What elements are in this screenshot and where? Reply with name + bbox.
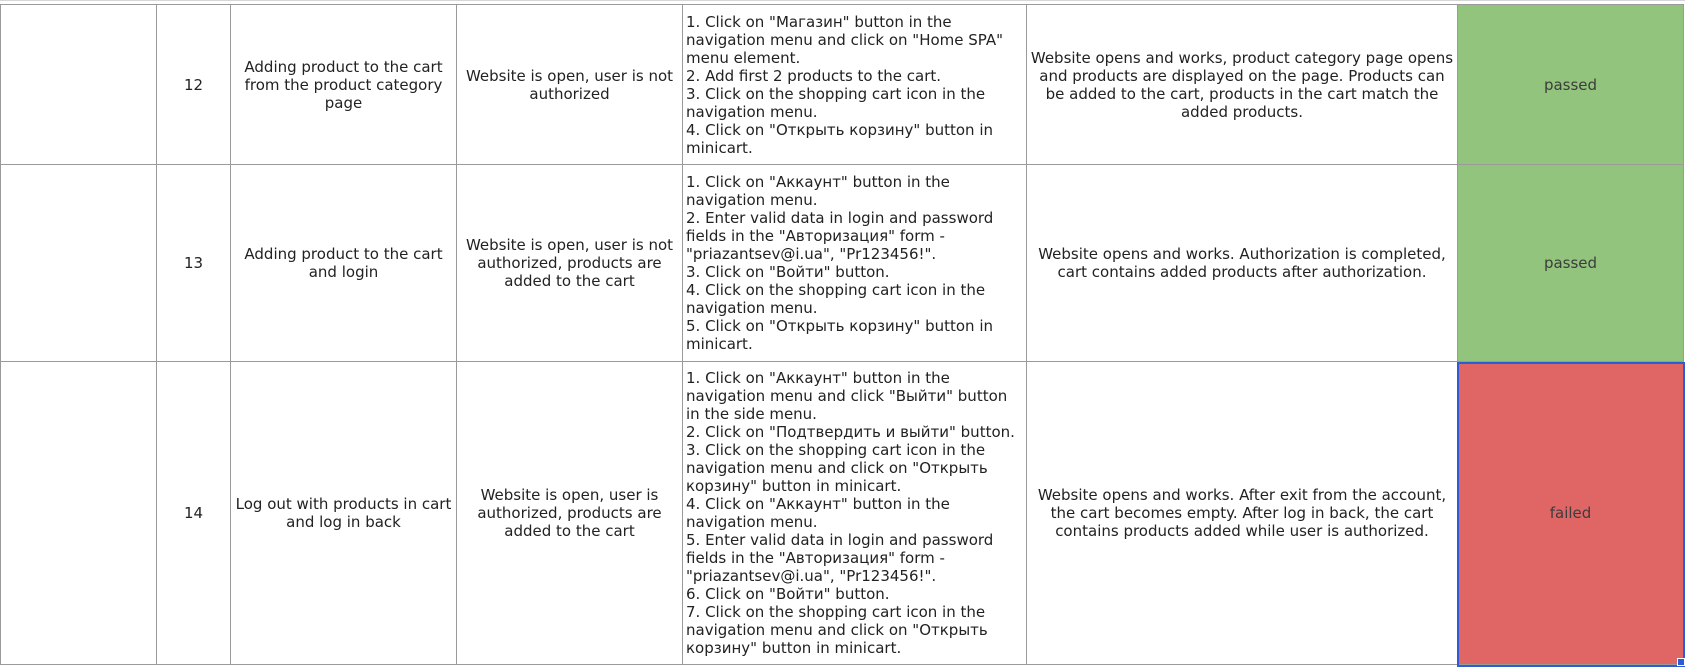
empty-cell[interactable] (1, 362, 157, 665)
status-cell[interactable]: passed (1458, 165, 1684, 362)
test-case-table (0, 4, 1684, 665)
step-line: 1. Click on "Аккаунт" button in the navigation menu and click "Выйти" button in the side menu. (686, 369, 1008, 423)
expected-result-cell[interactable]: Website opens and works, product category page opens and products are displayed on the page. Products can be added to the cart, products in the cart match the added products. (1027, 5, 1458, 165)
step-line: 1. Click on "Аккаунт" button in the navigation menu. (686, 173, 950, 209)
test-title-cell[interactable]: Adding product to the cart and login (231, 165, 457, 362)
table-row (1, 5, 1684, 165)
empty-cell[interactable] (1, 5, 157, 165)
test-id-cell[interactable]: 12 (157, 5, 231, 165)
steps-cell[interactable] (683, 5, 1027, 165)
step-line: 1. Click on "Магазин" button in the navigation menu and click on "Home SPA" menu element. (686, 12, 1004, 67)
step-line: 4. Click on "Открыть корзину" button in minicart. (686, 120, 994, 157)
precondition-cell[interactable]: Website is open, user is not authorized (457, 5, 683, 165)
test-title-cell[interactable]: Adding product to the cart from the product category page (231, 5, 457, 165)
test-id-cell[interactable]: 13 (157, 165, 231, 362)
step-line: 4. Click on "Аккаунт" button in the navigation menu. (686, 495, 950, 531)
precondition-cell[interactable]: Website is open, user is authorized, products are added to the cart (457, 362, 683, 665)
test-id-cell[interactable]: 14 (157, 362, 231, 665)
empty-cell[interactable] (1, 165, 157, 362)
step-line: 6. Click on "Войти" button. (686, 585, 890, 603)
step-line: 7. Click on the shopping cart icon in the navigation menu and click on "Открыть корзину" button in minicart. (686, 603, 988, 657)
step-line: 3. Click on "Войти" button. (686, 263, 890, 281)
table-row (1, 362, 1684, 665)
step-line: 5. Enter valid data in login and password fields in the "Авторизация" form - "priazantsev@i.ua", "Pr123456!". (686, 531, 994, 585)
step-line: 5. Click on "Открыть корзину" button in minicart. (686, 317, 994, 353)
test-title-cell[interactable]: Log out with products in cart and log in back (231, 362, 457, 665)
status-cell[interactable]: passed (1458, 5, 1684, 165)
status-cell[interactable]: failed (1458, 362, 1684, 665)
step-line: 2. Click on "Подтвердить и выйти" button. (686, 423, 1015, 441)
step-line: 3. Click on the shopping cart icon in the navigation menu. (686, 84, 986, 121)
steps-cell[interactable] (683, 362, 1027, 665)
step-line: 2. Enter valid data in login and password fields in the "Авторизация" form - "priazantsev@i.ua", "Pr123456!". (686, 209, 994, 263)
table-row (1, 165, 1684, 362)
step-line: 4. Click on the shopping cart icon in the navigation menu. (686, 281, 986, 317)
expected-result-cell[interactable]: Website opens and works. Authorization is completed, cart contains added products after authorization. (1027, 165, 1458, 362)
precondition-cell[interactable]: Website is open, user is not authorized, products are added to the cart (457, 165, 683, 362)
expected-result-cell[interactable]: Website opens and works. After exit from the account, the cart becomes empty. After log in back, the cart contains products added while user is authorized. (1027, 362, 1458, 665)
step-line: 3. Click on the shopping cart icon in the navigation menu and click on "Открыть корзину" button in minicart. (686, 441, 988, 495)
step-line: 2. Add first 2 products to the cart. (686, 66, 942, 85)
steps-cell[interactable] (683, 165, 1027, 362)
